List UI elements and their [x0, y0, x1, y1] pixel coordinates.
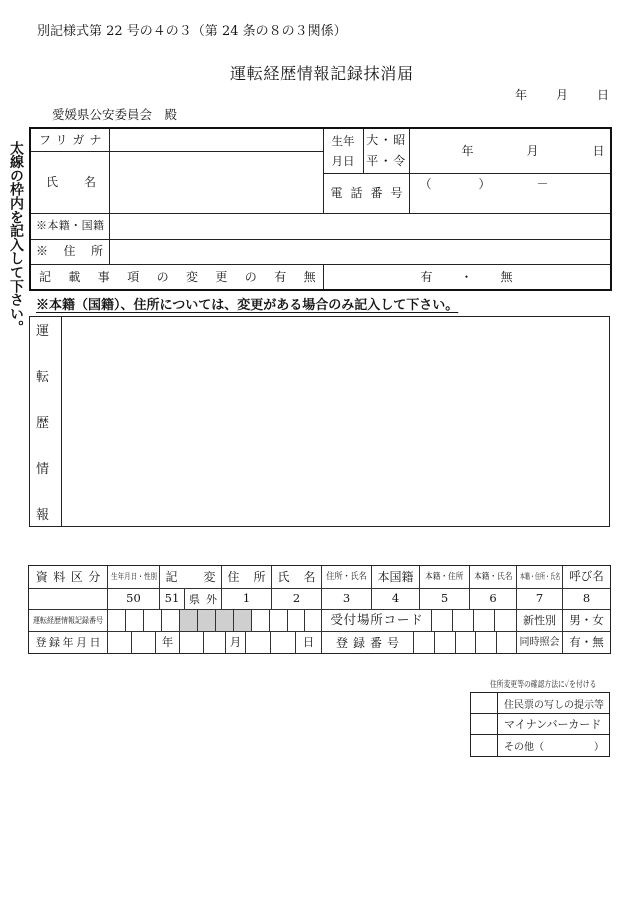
code-8[interactable]: 8	[563, 589, 610, 610]
record-number-digit-shaded[interactable]	[216, 610, 234, 632]
submission-date-month-label: 月	[556, 88, 569, 102]
changes-label: 記載事項の変更の有無	[30, 264, 323, 290]
reception-code-digit[interactable]	[495, 610, 517, 632]
code-6[interactable]: 6	[470, 589, 517, 610]
col-birthdate-gender-label: 生年月日・性別	[110, 572, 157, 581]
col-nationality-label: 本国籍	[372, 566, 420, 589]
reception-code-label: 受付場所コード	[322, 610, 432, 632]
honseki-address-note: ※本籍（国籍）、住所については、変更がある場合のみ記入して下さい。	[36, 298, 459, 313]
code-51[interactable]: 51	[160, 589, 185, 610]
reception-code-digit[interactable]	[453, 610, 474, 632]
phone-input[interactable]	[409, 173, 611, 213]
record-number-digit[interactable]	[108, 610, 126, 632]
driving-history-label	[30, 317, 62, 526]
code-out-of-prefecture[interactable]: 県外	[185, 589, 222, 610]
registration-year-label: 年	[156, 632, 180, 653]
col-birthdate-gender	[108, 566, 160, 589]
address-input[interactable]	[109, 239, 611, 264]
phone-dash: －	[536, 176, 549, 191]
birth-month-label: 月	[526, 143, 539, 158]
col-nickname-label: 呼び名	[563, 566, 610, 589]
registration-day-label: 日	[296, 632, 322, 653]
col-honseki-address	[420, 566, 470, 589]
submission-date-year-label: 年	[515, 88, 528, 102]
record-number	[29, 610, 108, 632]
birth-date-input[interactable]	[409, 128, 611, 173]
code-50[interactable]: 50	[108, 589, 160, 610]
col-address-name	[322, 566, 372, 589]
code-3[interactable]: 3	[322, 589, 372, 610]
col-honseki-name-label: 本籍・氏名	[473, 571, 513, 582]
name-label: 氏名	[30, 151, 109, 213]
driving-history-box	[29, 316, 610, 527]
code-2[interactable]: 2	[272, 589, 322, 610]
col-honseki-address-label: 本籍・住所	[425, 571, 464, 582]
col-name-label: 氏名	[272, 566, 322, 589]
driving-history-label-char: 情	[35, 462, 49, 477]
simultaneous-inquiry-label: 同時照会	[517, 632, 563, 653]
registration-day-digit[interactable]	[246, 632, 271, 653]
registration-year-digit[interactable]	[132, 632, 156, 653]
changes-option-no[interactable]: 無	[500, 269, 513, 284]
submission-date-day-label: 日	[597, 88, 610, 102]
option-resident-record-label: 住民票の写しの提示等	[504, 699, 604, 711]
reception-code-digit[interactable]	[474, 610, 495, 632]
era-option-heisei-reiwa[interactable]: 平・令	[366, 153, 407, 168]
reception-code-digit[interactable]	[432, 610, 453, 632]
registration-year-digit[interactable]	[108, 632, 132, 653]
name-input[interactable]	[109, 151, 323, 213]
registration-month-digit[interactable]	[180, 632, 204, 653]
confirmation-method-table	[470, 692, 610, 757]
applicant-table	[29, 127, 612, 291]
new-gender-label: 新性別	[517, 610, 563, 632]
registration-number-digit[interactable]	[476, 632, 497, 653]
option-my-number-card-label: マイナンバーカード	[504, 718, 602, 731]
col-address-label: 住所	[222, 566, 272, 589]
registration-number-digit[interactable]	[435, 632, 456, 653]
birth-date-label-line2: 月日	[331, 153, 355, 168]
phone-label: 電話番号	[323, 173, 409, 213]
addressee: 愛媛県公安委員会 殿	[52, 107, 178, 122]
code-4[interactable]: 4	[372, 589, 420, 610]
code-5[interactable]: 5	[420, 589, 470, 610]
birth-date-label	[323, 128, 363, 173]
office-use-table	[29, 566, 610, 653]
record-number-digit[interactable]	[305, 610, 322, 632]
classification-label: 資料区分	[29, 566, 108, 589]
gender-options[interactable]: 男・女	[563, 610, 610, 632]
address-label: ※住所	[30, 239, 109, 264]
era-selector[interactable]	[363, 128, 409, 173]
record-number-digit[interactable]	[270, 610, 288, 632]
registration-number-label: 登録番号	[322, 632, 414, 653]
form-reference: 別記様式第 22 号の４の３（第 24 条の８の３関係）	[37, 24, 347, 39]
form-title: 運転経歴情報記録抹消届	[230, 64, 414, 83]
registration-number-digit[interactable]	[497, 632, 517, 653]
birth-year-label: 年	[461, 143, 474, 158]
honseki-nationality-label: ※本籍・国籍	[30, 213, 109, 239]
record-number-digit-shaded[interactable]	[180, 610, 198, 632]
era-option-taisho-showa[interactable]: 大・昭	[366, 132, 407, 147]
inquiry-options[interactable]: 有・無	[569, 634, 604, 649]
code-7[interactable]: 7	[517, 589, 563, 610]
col-honseki-name	[470, 566, 517, 589]
registration-number-digit[interactable]	[414, 632, 435, 653]
furigana-input[interactable]	[109, 128, 323, 151]
phone-area-open-paren: （	[419, 176, 432, 191]
office-header-row	[29, 566, 610, 589]
registration-number-digit[interactable]	[456, 632, 476, 653]
col-record-change-label: 記変	[160, 566, 222, 589]
record-number-row	[29, 610, 610, 632]
phone-area-close-paren: ）	[478, 176, 491, 191]
registration-row	[29, 632, 610, 653]
confirmation-instruction: 住所変更等の確認方法に✓を付ける	[490, 680, 597, 690]
changes-option-separator: ・	[460, 269, 473, 284]
driving-history-label-char: 歴	[35, 416, 49, 431]
honseki-nationality-input[interactable]	[109, 213, 611, 239]
furigana-label: フリガナ	[30, 128, 109, 151]
record-number-label: 運転経歴情報記録番号	[33, 615, 103, 625]
registration-month-label: 月	[226, 632, 246, 653]
record-number-digit[interactable]	[162, 610, 180, 632]
record-number-digit[interactable]	[126, 610, 144, 632]
checkbox-my-number-card[interactable]	[471, 714, 498, 734]
confirmation-option-row	[471, 714, 609, 735]
record-number-digit-shaded[interactable]	[234, 610, 252, 632]
record-number-digit[interactable]	[288, 610, 305, 632]
driving-history-label-char: 転	[35, 370, 49, 385]
col-honseki-address-name	[517, 566, 563, 589]
code-1[interactable]: 1	[222, 589, 272, 610]
col-address-name-label: 住所・氏名	[326, 571, 367, 582]
record-number-digit[interactable]	[252, 610, 270, 632]
registration-month-digit[interactable]	[204, 632, 226, 653]
confirmation-option-row	[471, 735, 609, 756]
option-other-label: その他（ ）	[504, 742, 604, 753]
record-number-digit-shaded[interactable]	[198, 610, 216, 632]
thick-frame-instruction: 太線の枠内を記入して下さい。	[8, 141, 24, 335]
record-number-digit[interactable]	[144, 610, 162, 632]
driving-history-input[interactable]	[62, 317, 609, 526]
checkbox-resident-record[interactable]	[471, 693, 498, 713]
birth-day-label: 日	[592, 143, 605, 158]
confirmation-option-row	[471, 693, 609, 714]
checkbox-other[interactable]	[471, 735, 498, 756]
office-code-row	[29, 589, 610, 610]
registration-day-digit[interactable]	[271, 632, 296, 653]
changes-option-yes[interactable]: 有	[420, 269, 433, 284]
changes-selector[interactable]	[323, 264, 611, 290]
classification-blank	[29, 589, 108, 610]
birth-date-label-line1: 生年	[331, 133, 355, 148]
driving-history-label-char: 報	[35, 508, 49, 523]
driving-history-label-char: 運	[35, 324, 49, 339]
registration-date-label: 登録年月日	[29, 632, 108, 653]
col-honseki-address-name-label: 本籍・住所・氏名	[519, 572, 560, 581]
